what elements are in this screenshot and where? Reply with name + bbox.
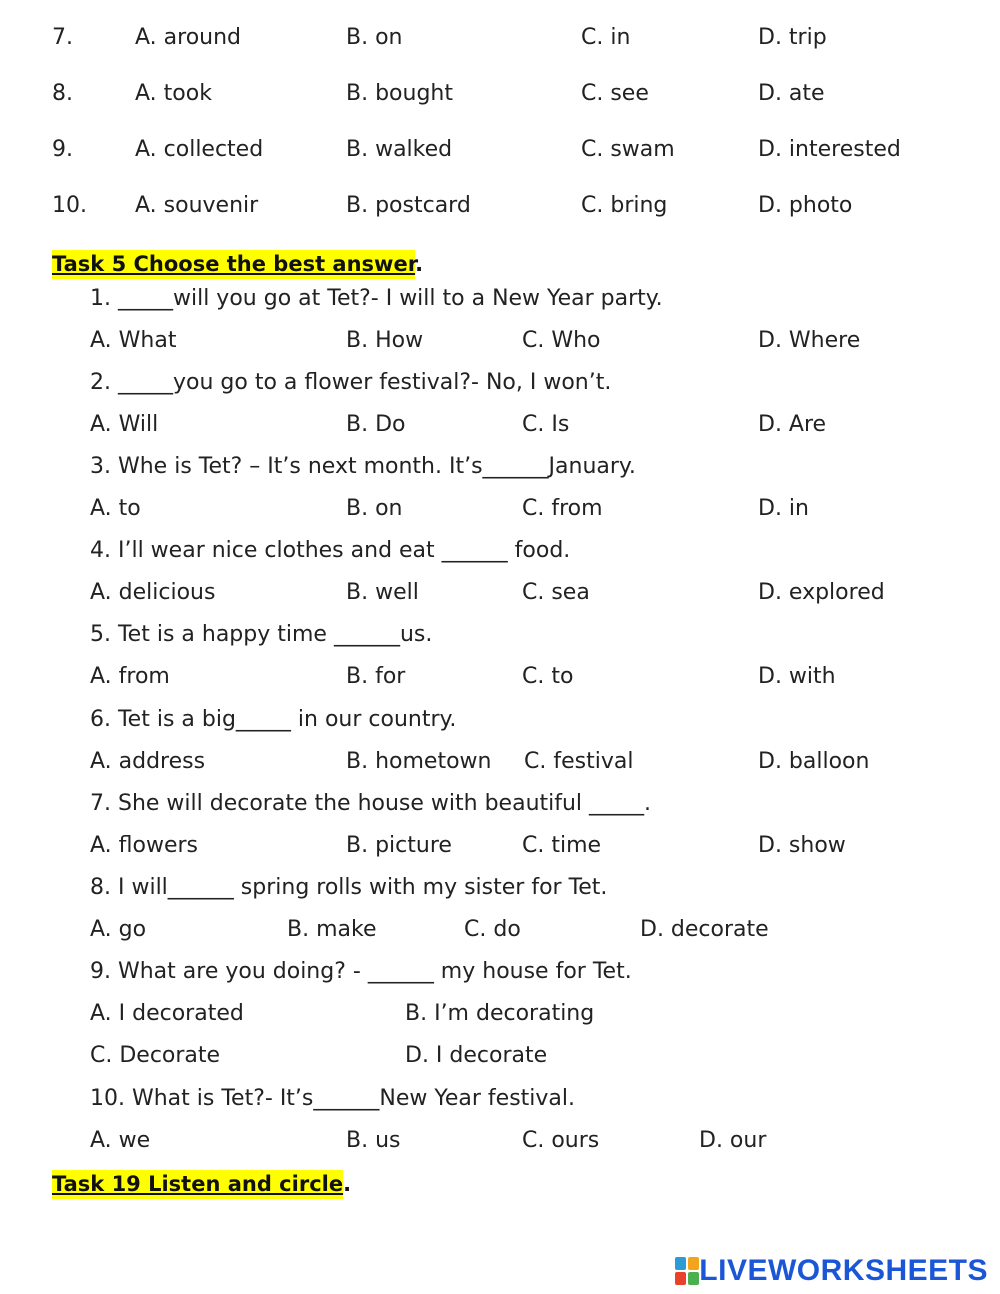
question-number: 9. bbox=[52, 137, 73, 162]
option-d[interactable]: D. in bbox=[758, 496, 809, 521]
option-c[interactable]: C. time bbox=[522, 833, 602, 858]
option-d[interactable]: D. show bbox=[758, 833, 846, 858]
option-b[interactable]: B. walked bbox=[346, 137, 453, 162]
option-a[interactable]: A. Will bbox=[90, 412, 159, 437]
question-text: 4. I’ll wear nice clothes and eat ______ food. bbox=[90, 538, 571, 563]
option-c[interactable]: C. ours bbox=[522, 1128, 600, 1153]
option-d[interactable]: D. I decorate bbox=[405, 1043, 548, 1068]
question-number: 10. bbox=[52, 193, 87, 218]
liveworksheets-logo bbox=[675, 1255, 988, 1287]
option-a[interactable]: A. took bbox=[135, 81, 212, 106]
option-a[interactable]: A. souvenir bbox=[135, 193, 259, 218]
option-d[interactable]: D. Are bbox=[758, 412, 827, 437]
question-text: 1. _____will you go at Tet?- I will to a New Year party. bbox=[90, 286, 663, 311]
option-c[interactable]: C. Who bbox=[522, 328, 601, 353]
option-c[interactable]: C. see bbox=[581, 81, 649, 106]
option-b[interactable]: B. Do bbox=[346, 412, 406, 437]
option-d[interactable]: D. interested bbox=[758, 137, 901, 162]
option-a[interactable]: A. around bbox=[135, 25, 242, 50]
option-c[interactable]: C. festival bbox=[524, 749, 634, 774]
question-text: 6. Tet is a big_____ in our country. bbox=[90, 707, 457, 732]
question-text: 9. What are you doing? - ______ my house for Tet. bbox=[90, 959, 632, 984]
option-b[interactable]: B. for bbox=[346, 664, 406, 689]
option-a[interactable]: A. What bbox=[90, 328, 177, 353]
question-text: 8. I will______ spring rolls with my sister for Tet. bbox=[90, 875, 608, 900]
option-b[interactable]: B. hometown bbox=[346, 749, 492, 774]
option-a[interactable]: A. delicious bbox=[90, 580, 216, 605]
option-c[interactable]: C. in bbox=[581, 25, 631, 50]
option-c[interactable]: C. sea bbox=[522, 580, 590, 605]
option-a[interactable]: A. from bbox=[90, 664, 170, 689]
option-d[interactable]: D. with bbox=[758, 664, 836, 689]
option-b[interactable]: B. on bbox=[346, 496, 403, 521]
option-c[interactable]: C. Is bbox=[522, 412, 570, 437]
option-c[interactable]: C. bring bbox=[581, 193, 668, 218]
option-c[interactable]: C. swam bbox=[581, 137, 675, 162]
question-text: 10. What is Tet?- It’s______New Year festival. bbox=[90, 1086, 576, 1111]
task19-title: Task 19 Listen and circle bbox=[52, 1170, 343, 1199]
option-d[interactable]: D. our bbox=[699, 1128, 767, 1153]
option-b[interactable]: B. How bbox=[346, 328, 424, 353]
option-c[interactable]: C. Decorate bbox=[90, 1043, 221, 1068]
option-d[interactable]: D. trip bbox=[758, 25, 827, 50]
option-b[interactable]: B. bought bbox=[346, 81, 453, 106]
question-text: 7. She will decorate the house with beautiful _____. bbox=[90, 791, 652, 816]
option-d[interactable]: D. decorate bbox=[640, 917, 769, 942]
question-number: 7. bbox=[52, 25, 73, 50]
task19-title-punct: . bbox=[343, 1172, 352, 1196]
task5-heading bbox=[52, 254, 423, 275]
option-a[interactable]: A. to bbox=[90, 496, 141, 521]
liveworksheets-logo-icon bbox=[675, 1257, 699, 1285]
option-b[interactable]: B. picture bbox=[346, 833, 452, 858]
logo-text: LIVEWORKSHEETS bbox=[699, 1254, 988, 1287]
option-b[interactable]: B. on bbox=[346, 25, 403, 50]
option-a[interactable]: A. go bbox=[90, 917, 147, 942]
option-d[interactable]: D. Where bbox=[758, 328, 861, 353]
question-number: 8. bbox=[52, 81, 73, 106]
option-a[interactable]: A. collected bbox=[135, 137, 264, 162]
option-d[interactable]: D. ate bbox=[758, 81, 825, 106]
option-a[interactable]: A. flowers bbox=[90, 833, 199, 858]
option-b[interactable]: B. us bbox=[346, 1128, 401, 1153]
option-b[interactable]: B. well bbox=[346, 580, 419, 605]
question-text: 2. _____you go to a flower festival?- No, I won’t. bbox=[90, 370, 612, 395]
task5-title: Task 5 Choose the best answer bbox=[52, 250, 415, 279]
option-a[interactable]: A. I decorated bbox=[90, 1001, 244, 1026]
option-b[interactable]: B. I’m decorating bbox=[405, 1001, 595, 1026]
task19-heading bbox=[52, 1174, 351, 1195]
question-text: 5. Tet is a happy time ______us. bbox=[90, 622, 433, 647]
task5-title-punct: . bbox=[415, 252, 424, 276]
option-d[interactable]: D. explored bbox=[758, 580, 885, 605]
option-d[interactable]: D. balloon bbox=[758, 749, 870, 774]
option-c[interactable]: C. do bbox=[464, 917, 521, 942]
option-b[interactable]: B. postcard bbox=[346, 193, 471, 218]
option-a[interactable]: A. address bbox=[90, 749, 206, 774]
option-b[interactable]: B. make bbox=[287, 917, 377, 942]
option-c[interactable]: C. to bbox=[522, 664, 574, 689]
question-text: 3. Whe is Tet? – It’s next month. It’s______January. bbox=[90, 454, 636, 479]
option-d[interactable]: D. photo bbox=[758, 193, 853, 218]
option-c[interactable]: C. from bbox=[522, 496, 603, 521]
option-a[interactable]: A. we bbox=[90, 1128, 151, 1153]
